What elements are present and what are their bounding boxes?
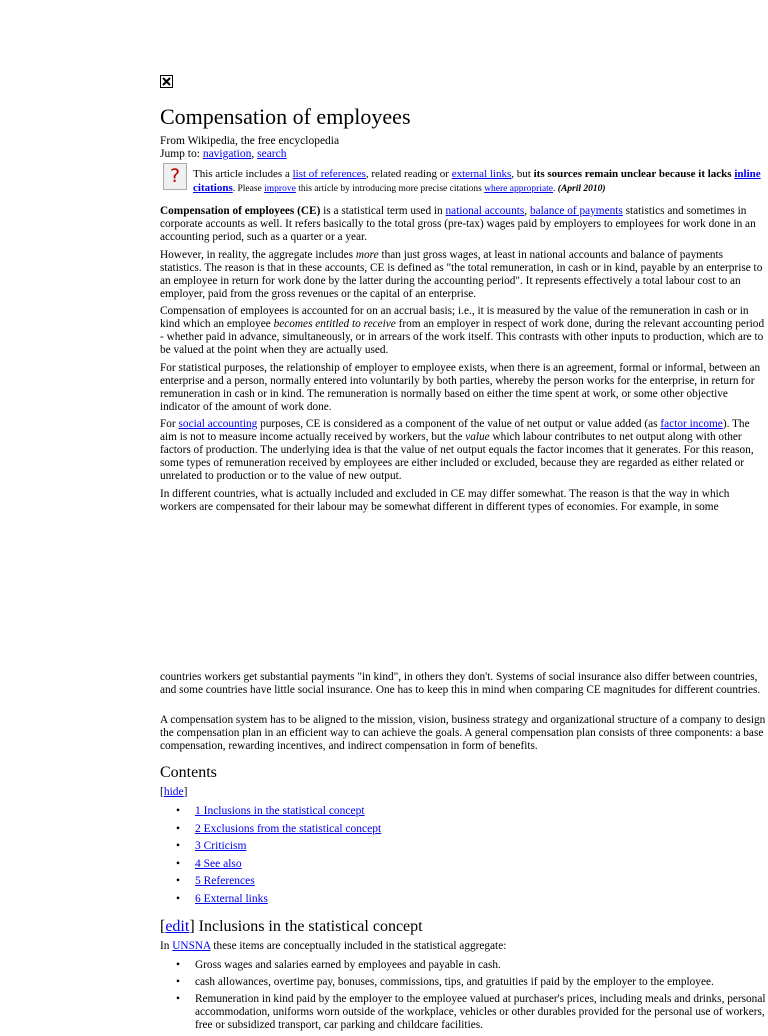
- bracket: ]: [189, 918, 199, 935]
- improve-link[interactable]: improve: [264, 184, 296, 194]
- paragraph-4: For statistical purposes, the relationship of employer to employee exists, when there is an agreement, formal or informal, between an enterprise and a person, normally entered into voluntarily by both parties, whereby the person works for the enterprise, in return for remuneration in cash or in kind. The remuneration is normally based on either the time spent at work, or some other objective indicator of the amount of work done.: [160, 362, 761, 413]
- paragraph-text: is a statistical term used in: [320, 205, 446, 217]
- paragraph-2: [160, 249, 766, 301]
- jump-separator: ,: [251, 148, 258, 160]
- toc-link-exclusions[interactable]: 2 Exclusions from the statistical concept: [195, 822, 382, 835]
- from-line: From Wikipedia, the free encyclopedia: [160, 135, 340, 147]
- jump-navigation-link[interactable]: navigation: [202, 148, 252, 160]
- toc-item: [160, 856, 381, 874]
- paragraph-text: ,: [524, 205, 530, 217]
- toc-hide-link[interactable]: hide: [163, 786, 184, 798]
- list-item: • Remuneration in kind paid by the employer to the employee valued at purchaser's prices, including meals and drinks, personal accommodation, uniforms worn outside of the workplace, vehicles or other durables provided for the personal use of workers, free or subsidized transport, car parking and childcare facilities.: [160, 993, 766, 1032]
- balance-of-payments-link[interactable]: balance of payments: [529, 205, 623, 217]
- paragraph-text: these items are conceptually included in the statistical aggregate:: [210, 940, 507, 952]
- question-book-icon: ?: [163, 163, 187, 190]
- notice-text-part: .: [553, 184, 558, 194]
- emphasis: becomes entitled to receive: [273, 318, 396, 330]
- paragraph-5: [160, 418, 766, 483]
- term-bold: Compensation of employees (CE): [160, 205, 321, 217]
- toc-link-see-also[interactable]: 4 See also: [195, 857, 242, 870]
- section-intro: [160, 940, 766, 953]
- toc-item: [160, 838, 381, 856]
- national-accounts-link[interactable]: national accounts: [445, 205, 525, 217]
- toc-title: Contents: [160, 764, 217, 781]
- inline-citations-link[interactable]: inline citations: [193, 168, 761, 194]
- notice-text-part: . Please: [232, 184, 265, 194]
- where-appropriate-link[interactable]: where appropriate: [484, 184, 554, 194]
- factor-income-link[interactable]: factor income: [660, 418, 723, 430]
- paragraph-text: For: [160, 418, 179, 430]
- bracket: ]: [183, 786, 188, 798]
- emphasis: value: [465, 431, 490, 443]
- jump-search-link[interactable]: search: [257, 148, 287, 160]
- notice-bold-text: its sources remain unclear because it lacks: [533, 168, 735, 180]
- toc-item: [160, 803, 381, 821]
- paragraph-3: [160, 305, 766, 357]
- paragraph-text: statistics and sometimes in corporate accounts as well. It refers basically to the total gross (pre-tax) wages paid by employers to employees for work done in an accounting period, such as a quarter or a year.: [160, 205, 756, 243]
- toc-link-criticism[interactable]: 3 Criticism: [195, 840, 247, 853]
- bracket: [: [160, 786, 164, 798]
- toc-item: [160, 873, 381, 891]
- jump-label: Jump to:: [160, 148, 203, 160]
- paragraph-8: A compensation system has to be aligned to the mission, vision, business strategy and organizational structure of a company to design the compensation plan in an efficient way to can achieve the goals. A general compensation plan consists of three components: a base compensation, rewarding incentives, and indirect compensation in form of benefits.: [160, 714, 766, 752]
- page-subtitle: [160, 135, 339, 161]
- social-accounting-link[interactable]: social accounting: [178, 418, 258, 430]
- paragraph-text: ). The aim is not to measure income actually received by workers, but the: [160, 418, 750, 443]
- paragraph-text: than just gross wages, at least in national accounts and balance of payments statistics. The reason is that in these accounts, CE is defined as "the total remuneration, in cash or in kind, payable by an enterprise to an employee in return for work done by the latter during the accounting period". It represents effectively a total labour cost to an employer, paid from the gross revenues or the capital of an enterprise.: [160, 249, 763, 300]
- notice-text: [193, 167, 767, 196]
- paragraph-text: purposes, CE is considered as a component of the value of net output or value added (as: [257, 418, 661, 430]
- toc-link-external-links[interactable]: 6 External links: [195, 892, 268, 905]
- broken-image-icon: [160, 75, 173, 88]
- section-title: Inclusions in the statistical concept: [198, 918, 423, 935]
- paragraph-text: However, in reality, the aggregate includes: [160, 249, 356, 261]
- notice-date: (April 2010): [557, 184, 606, 194]
- paragraph-6: In different countries, what is actually included and excluded in CE may differ somewhat. The reason is that the way in which workers are compensated for their labour may be somewhat different in different types of economies. For example, in some: [160, 488, 730, 513]
- notice-text-part: , related reading or: [365, 168, 452, 180]
- paragraph-7: countries workers get substantial payments "in kind", in others they don't. Systems of social insurance also differ between countries, and some countries have little social insurance. One has to keep this in mind when comparing CE magnitudes for different countries.: [160, 671, 761, 696]
- toc-list: [160, 803, 381, 909]
- list-item: • cash allowances, overtime pay, bonuses, commissions, tips, and gratuities if paid by the employer to the employee.: [160, 976, 766, 989]
- paragraph-1: [160, 205, 766, 244]
- toc-item: [160, 821, 381, 839]
- paragraph-text: In: [160, 940, 173, 952]
- toc-link-inclusions[interactable]: 1 Inclusions in the statistical concept: [195, 805, 365, 817]
- list-of-references-link[interactable]: list of references: [292, 168, 366, 180]
- notice-text-part: This article includes a: [193, 168, 293, 180]
- section-heading-inclusions: [160, 917, 423, 937]
- paragraph-text: Compensation of employees is accounted for on an accrual basis; i.e., it is measured by the value of the remuneration in cash or in kind which an employee: [160, 305, 749, 330]
- edit-section-link[interactable]: edit: [165, 918, 190, 935]
- toc-link-references[interactable]: 5 References: [195, 875, 255, 888]
- jump-line: [160, 148, 339, 161]
- unsna-link[interactable]: UNSNA: [172, 940, 211, 952]
- inclusions-list: [160, 959, 766, 1036]
- list-item: • Gross wages and salaries earned by employees and payable in cash.: [160, 959, 766, 972]
- notice-text-part: this article by introducing more precise citations: [295, 184, 485, 194]
- paragraph-text: from an employer in respect of work done, during the relevant accounting period - whether paid in advance, simultaneously, or in arrears of the work itself. This contrasts with other inputs to production, which are to be valued at the point when they are actually used.: [160, 318, 765, 356]
- toc-hide-toggle: [160, 786, 188, 799]
- toc-item: [160, 891, 381, 909]
- emphasis: more: [355, 249, 379, 261]
- external-links-link[interactable]: external links: [451, 168, 512, 180]
- bracket: [: [160, 918, 166, 935]
- notice-text-part: , but: [511, 168, 534, 180]
- page-title: Compensation of employees: [160, 104, 411, 129]
- paragraph-text: which labour contributes to net output along with other factors of production. The underlying idea is that the value of net output equals the factor incomes that it generates. For this reason, some types of remuneration received by employees are either included or excluded, because they are regarded as either related or unrelated to production or to the value of new output.: [160, 431, 754, 482]
